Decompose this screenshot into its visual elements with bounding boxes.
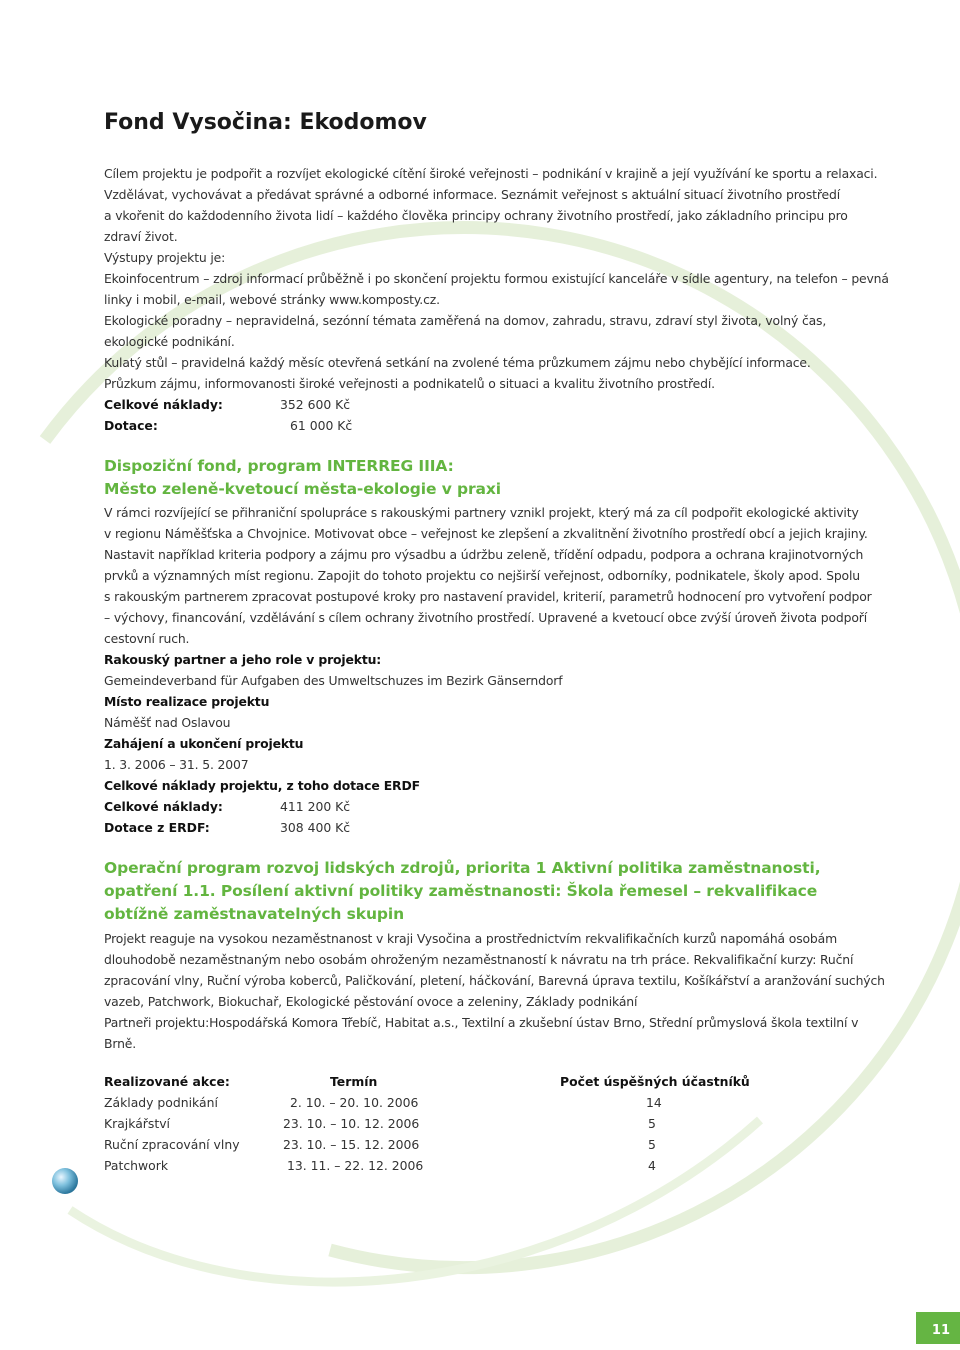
actions-table [104, 1074, 878, 1179]
section3 [104, 857, 894, 1179]
erdf-row [104, 817, 894, 838]
section3-title-line: obtížně zaměstnavatelných skupin [104, 905, 405, 923]
table-row [104, 1158, 878, 1179]
costs-row [104, 796, 894, 817]
paragraph-line: s rakouským partnerem zpracovat postupové kroky pro nastavení pravidel, kriterií, parametrů hodnocení pro vytvoření podpor [104, 589, 872, 604]
section2-title-line: Dispoziční fond, program INTERREG IIIA: [104, 457, 454, 475]
table-header-row [104, 1074, 878, 1095]
table-header-count: Počet úspěšných účastníků [560, 1074, 750, 1089]
dates-label: Zahájení a ukončení projektu [104, 736, 304, 751]
erdf-label: Dotace z ERDF: [104, 820, 210, 835]
subsidy-row [104, 415, 894, 436]
section2 [104, 455, 894, 838]
paragraph-line: zpracování vlny, Ruční výroba koberců, Paličkování, pletení, háčkování, Barevná úprava textilu, Košíkářství a aranžování suchých [104, 973, 885, 988]
table-cell-action: Základy podnikání [104, 1095, 218, 1110]
costs-heading: Celkové náklady projektu, z toho dotace ERDF [104, 778, 420, 793]
section3-title-line: opatření 1.1. Posílení aktivní politiky zaměstnanosti: Škola řemesel – rekvalifikace [104, 882, 818, 900]
place-value: Náměšť nad Oslavou [104, 715, 231, 730]
table-cell-action: Patchwork [104, 1158, 169, 1173]
costs-label: Celkové náklady: [104, 799, 223, 814]
paragraph-line: Ekologické poradny – nepravidelná, sezónní témata zaměřená na domov, zahradu, stravu, zdraví styl života, volný čas, [104, 313, 827, 328]
subsidy-value: 61 000 Kč [290, 418, 353, 433]
paragraph-line: cestovní ruch. [104, 631, 190, 646]
costs-value: 411 200 Kč [280, 799, 351, 814]
partner-value: Gemeindeverband für Aufgaben des Umweltschuzes im Bezirk Gänserndorf [104, 673, 563, 688]
paragraph-line: Cílem projektu je podpořit a rozvíjet ekologické cítění široké veřejnosti – podnikání v krajině a její využívání ke sportu a relaxaci. [104, 166, 878, 181]
table-header-actions: Realizované akce: [104, 1074, 230, 1089]
table-cell-term: 2. 10. – 20. 10. 2006 [290, 1095, 419, 1110]
paragraph-line: a vkořenit do každodenního života lidí – každého člověka principy ochrany životního prostředí, jako základního principu pro [104, 208, 848, 223]
subsidy-label: Dotace: [104, 418, 158, 433]
table-row [104, 1116, 878, 1137]
paragraph-line: Výstupy projektu je: [104, 250, 226, 265]
table-header-term: Termín [330, 1074, 378, 1089]
globe-icon [52, 1168, 78, 1194]
dates-value: 1. 3. 2006 – 31. 5. 2007 [104, 757, 249, 772]
costs-label: Celkové náklady: [104, 397, 223, 412]
paragraph-line: dlouhodobě nezaměstnaným nebo osobám ohroženým nezaměstnaností k návratu na trh práce. Rekvalifikační kurzy: Ruční [104, 952, 854, 967]
partner-label: Rakouský partner a jeho role v projektu: [104, 652, 382, 667]
table-cell-term: 23. 10. – 10. 12. 2006 [283, 1116, 420, 1131]
paragraph-line: Nastavit například kriteria podpory a zájmu pro výsadbu a údržbu zeleně, třídění odpadu, podpora a ochrana krajinotvorných [104, 547, 864, 562]
paragraph-line: V rámci rozvíjející se přihraniční spolupráce s rakouskými partnery vznikl projekt, který má za cíl podpořit ekologické aktivity [104, 505, 859, 520]
table-cell-term: 13. 11. – 22. 12. 2006 [287, 1158, 424, 1173]
table-cell-action: Krajkářství [104, 1116, 170, 1131]
section1-title: Fond Vysočina: Ekodomov [104, 110, 427, 135]
paragraph-line: – výchovy, financování, vzdělávání s cílem ochrany životního prostředí. Upravené a kvetoucí obce zvýší úroveň života podpoří [104, 610, 867, 625]
paragraph-line: Projekt reaguje na vysokou nezaměstnanost v kraji Vysočina a prostřednictvím rekvalifikačních kurzů napomáhá osobám [104, 931, 838, 946]
table-row [104, 1137, 878, 1158]
table-cell-action: Ruční zpracování vlny [104, 1137, 240, 1152]
paragraph-line: Kulatý stůl – pravidelná každý měsíc otevřená setkání na zvolené téma průzkumem zájmu nebo chybějící informace. [104, 355, 811, 370]
section3-title-line: Operační program rozvoj lidských zdrojů, priorita 1 Aktivní politika zaměstnanosti, [104, 859, 821, 877]
costs-row [104, 394, 894, 415]
table-cell-count: 14 [646, 1095, 662, 1110]
paragraph-line: Průzkum zájmu, informovanosti široké veřejnosti a podnikatelů o situaci a kvalitu životního prostředí. [104, 376, 715, 391]
page-number: 11 [931, 1323, 950, 1338]
table-cell-count: 4 [648, 1158, 656, 1173]
paragraph-line: linky i mobil, e-mail, webové stránky www.komposty.cz. [104, 292, 440, 307]
table-row [104, 1095, 878, 1116]
paragraph-line: ekologické podnikání. [104, 334, 235, 349]
paragraph-line: v regionu Náměšťska a Chvojnice. Motivovat obce – veřejnost ke zlepšení a zkvalitnění životního prostředí obcí a jejich krajiny. [104, 526, 868, 541]
table-cell-term: 23. 10. – 15. 12. 2006 [283, 1137, 420, 1152]
place-label: Místo realizace projektu [104, 694, 270, 709]
paragraph-line: prvků a významných míst regionu. Zapojit do tohoto projektu co nejširší veřejnost, odborníky, podnikatele, školy apod. Spolu [104, 568, 860, 583]
paragraph-line: vazeb, Patchwork, Biokuchař, Ekologické pěstování ovoce a zeleniny, Základy podnikání [104, 994, 638, 1009]
erdf-value: 308 400 Kč [280, 820, 351, 835]
paragraph-line: Partneři projektu:Hospodářská Komora Třebíč, Habitat a.s., Textilní a zkušební ústav Brno, Střední průmyslová škola textilní v Brně. [104, 1015, 859, 1051]
table-cell-count: 5 [648, 1137, 656, 1152]
table-cell-count: 5 [648, 1116, 656, 1131]
section2-title-line: Město zeleně-kvetoucí města-ekologie v praxi [104, 480, 502, 498]
paragraph-line: zdraví život. [104, 229, 178, 244]
costs-value: 352 600 Kč [280, 397, 351, 412]
paragraph-line: Vzdělávat, vychovávat a předávat správné a odborné informace. Seznámit veřejnost s aktuální situací životního prostředí [104, 187, 840, 202]
paragraph-line: Ekoinfocentrum – zdroj informací průběžně i po skončení projektu formou existující kanceláře v sídle agentury, na telefon – pevná [104, 271, 889, 286]
section1-body [104, 163, 894, 436]
